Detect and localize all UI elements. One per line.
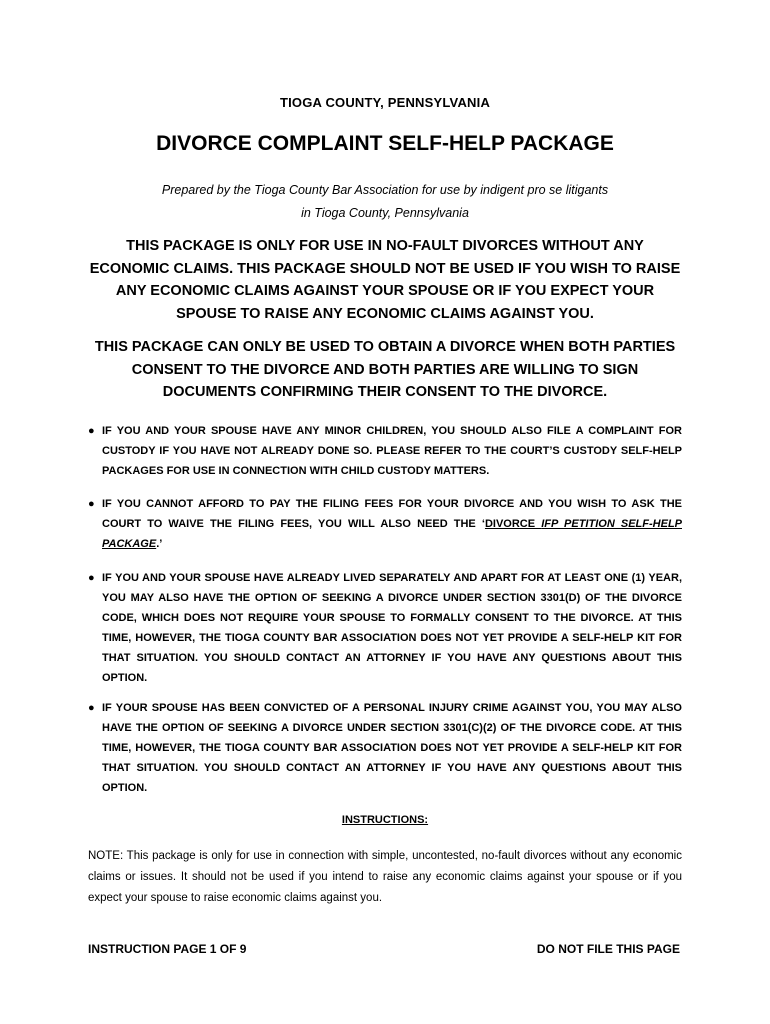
list-item-filing-fees bbox=[88, 494, 682, 554]
no-fault-notice: THIS PACKAGE IS ONLY FOR USE IN NO-FAULT DIVORCES WITHOUT ANY ECONOMIC CLAIMS. THIS PACKAGE SHOULD NOT BE USED IF YOU WISH TO RAISE ANY ECONOMIC CLAIMS AGAINST YOUR SPOUSE OR IF YOU EXPECT YOUR SPOUSE TO RAISE ANY ECONOMIC CLAIMS AGAINST YOU. bbox=[89, 238, 681, 322]
bullet-icon: ● bbox=[88, 702, 95, 714]
list-item-personal-injury bbox=[88, 698, 682, 798]
list-item-text bbox=[88, 494, 682, 554]
bullet-icon: ● bbox=[88, 572, 95, 584]
ifp-link-part-2: IFP PETITION SELF-HELP PACKAGE bbox=[102, 518, 682, 550]
ifp-link-part-1: DIVORCE bbox=[484, 518, 542, 530]
consent-notice: THIS PACKAGE CAN ONLY BE USED TO OBTAIN A DIVORCE WHEN BOTH PARTIES CONSENT TO THE DIVORCE AND BOTH PARTIES ARE WILLING TO SIGN DOCUMENTS CONFIRMING THEIR CONSENT TO THE DIVORCE. bbox=[94, 339, 676, 400]
list-item-custody bbox=[88, 421, 682, 481]
list-item-text: IF YOU AND YOUR SPOUSE HAVE ANY MINOR CHILDREN, YOU SHOULD ALSO FILE A COMPLAINT FOR CUSTODY IF YOU HAVE NOT ALREADY DONE SO. PLEASE REFER TO THE COURT’S CUSTODY SELF-HELP PACKAGES FOR USE IN CONNECTION WITH CHILD CUSTODY MATTERS. bbox=[102, 425, 682, 477]
prepared-by-note bbox=[0, 179, 770, 225]
prepared-by-line-2: in Tioga County, Pennsylvania bbox=[301, 206, 469, 220]
page-title: DIVORCE COMPLAINT SELF-HELP PACKAGE bbox=[156, 132, 614, 155]
bullet-icon: ● bbox=[88, 498, 95, 510]
note-paragraph: NOTE: This package is only for use in connection with simple, uncontested, no-fault divorces without any economic claims or issues. It should not be used if you intend to raise any economic claims against your spouse or if you expect your spouse to raise economic claims against you. bbox=[88, 850, 682, 904]
list-item-text: IF YOUR SPOUSE HAS BEEN CONVICTED OF A PERSONAL INJURY CRIME AGAINST YOU, YOU MAY ALSO HAVE THE OPTION OF SEEKING A DIVORCE UNDER SECTION 3301(C)(2) OF THE DIVORCE CODE. AT THIS TIME, HOWEVER, THE TIOGA COUNTY BAR ASSOCIATION DOES NOT YET PROVIDE A SELF-HELP KIT FOR THAT SITUATION. YOU SHOULD CONTACT AN ATTORNEY IF YOU HAVE ANY QUESTIONS ABOUT THIS OPTION. bbox=[102, 702, 682, 794]
do-not-file-footer: DO NOT FILE THIS PAGE bbox=[536, 942, 680, 956]
county-heading: TIOGA COUNTY, PENNSYLVANIA bbox=[279, 95, 491, 110]
list-item-separation bbox=[88, 568, 682, 688]
list-item-text-before: IF YOU CANNOT AFFORD TO PAY THE FILING FEES FOR YOUR DIVORCE AND YOU WISH TO ASK THE COURT TO WAIVE THE FILING FEES, YOU WILL ALSO NEED THE ‘ bbox=[102, 498, 682, 530]
instructions-heading: INSTRUCTIONS: bbox=[341, 814, 429, 826]
list-item-text-after: .’ bbox=[156, 538, 163, 550]
list-item-text: IF YOU AND YOUR SPOUSE HAVE ALREADY LIVED SEPARATELY AND APART FOR AT LEAST ONE (1) YEAR, YOU MAY ALSO HAVE THE OPTION OF SEEKING A DIVORCE UNDER SECTION 3301(D) OF THE DIVORCE CODE, WHICH DOES NOT REQUIRE YOUR SPOUSE TO FORMALLY CONSENT TO THE DIVORCE. AT THIS TIME, HOWEVER, THE TIOGA COUNTY BAR ASSOCIATION DOES NOT YET PROVIDE A SELF-HELP KIT FOR THAT SITUATION. YOU SHOULD CONTACT AN ATTORNEY IF YOU HAVE ANY QUESTIONS ABOUT THIS OPTION. bbox=[102, 572, 682, 684]
prepared-by-line-1: Prepared by the Tioga County Bar Association for use by indigent pro se litigants bbox=[161, 183, 609, 197]
page-number-footer: INSTRUCTION PAGE 1 OF 9 bbox=[88, 942, 247, 956]
bullet-icon: ● bbox=[88, 425, 95, 437]
